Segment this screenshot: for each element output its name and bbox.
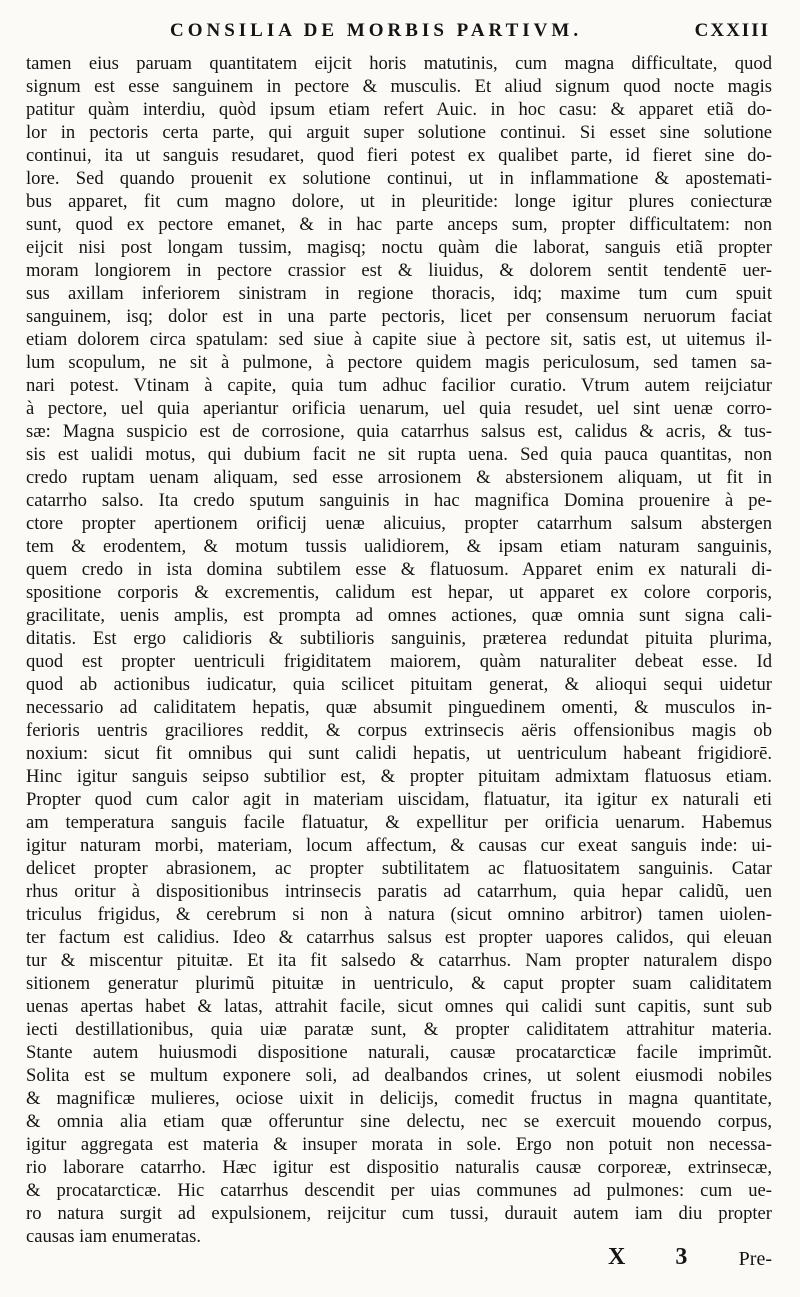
text-line: ferioris uentris graciliores reddit, & corpus extrinsecis aëris offensionibus magis ob [26,720,772,741]
text-line: tem & erodentem, & motum tussis ualidiorem, & ipsam etiam naturam sanguinis, [26,536,772,557]
text-line: lum scopulum, ne sit à pulmone, à pectore quidem magis periculosum, sed tamen sa- [26,352,772,373]
text-line: quod est propter uentriculi frigiditatem maiorem, quàm naturaliter debeat esse. Id [26,651,772,672]
text-line: catarrho salso. Ita credo sputum sanguinis in hac magnifica Domina prouenire à pe- [26,490,772,511]
text-line: sus axillam inferiorem sinistram in regione thoracis, idq; maxime tum cum spuit [26,283,772,304]
text-line: ter factum est calidius. Ideo & catarrhus salsus est propter uapores calidos, qui eleuan [26,927,772,948]
text-line: continui, ita ut sanguis resudaret, quod fieri potest ex qualibet parte, id fieret sine do- [26,145,772,166]
text-line: & procatarcticæ. Hic catarrhus descendit per uias communes ad pulmones: cum ue- [26,1180,772,1201]
text-line: moram longiorem in pectore crassior est & liuidus, & dolorem sentit tendentē uer- [26,260,772,281]
text-line: ditatis. Est ergo calidioris & subtilioris sanguinis, præterea redundat pituita plurima, [26,628,772,649]
text-line: ro natura surgit ad expulsionem, reijcitur cum tussi, durauit autem iam diu propter [26,1203,772,1224]
catchword: Pre- [738,1248,772,1270]
text-line: etiam dolorem circa spatulam: sed siue à capite siue à pectore sit, satis est, ut uitemus il- [26,329,772,350]
text-line: delicet propter abrasionem, ac propter subtilitatem ac flatuositatem sanguinis. Catar [26,858,772,879]
folio-number: CXXIII [694,20,770,41]
text-line: Solita est se multum exponere soli, ad dealbandos crines, ut solent eiusmodi nobiles [26,1065,772,1086]
text-line: sanguinem, isq; dolor est in una parte pectoris, licet per consensum neruorum faciat [26,306,772,327]
text-line: signum est esse sanguinem in pectore & musculis. Et aliud signum quod nocte magis [26,76,772,97]
text-line: eijcit nisi post longam tussim, magisq; noctu quàm die laborat, sanguis etiã propter [26,237,772,258]
text-line: lor in pectoris certa parte, qui arguit super solutione continui. Si esset sine solutione [26,122,772,143]
text-line: à pectore, uel quia aperiantur orificia uenarum, uel quia resudet, uel sint uenæ corro- [26,398,772,419]
text-line: rio laborare catarrho. Hæc igitur est dispositio naturalis causæ corporeæ, extrinsecæ, [26,1157,772,1178]
text-line: tamen eius paruam quantitatem eijcit horis matutinis, cum magna difficultate, quod [26,53,772,74]
text-line: spositione corporis & excrementis, calidum est hepar, ut apparet ex colore corporis, [26,582,772,603]
text-line: quem credo in ista domina subtilem esse & flatuosum. Apparet enim ex naturali di- [26,559,772,580]
page-header [170,20,770,48]
text-line: patitur quàm interdiu, quòd ipsum etiam refert Auic. in hoc casu: & apparet etiã do- [26,99,772,120]
text-line: uenas apertas habet & latas, attrahit facile, sicut omnes qui calidi sunt capitis, sunt sub [26,996,772,1017]
text-line: quod ab actionibus iudicatur, quia scilicet pituitam generat, & alioqui sequi uidetur [26,674,772,695]
page-footer [26,1240,772,1280]
text-line: tur & miscentur pituitæ. Et ita fit salsedo & catarrhus. Nam propter naturalem dispo [26,950,772,971]
text-line: sis est ualidi motus, qui dubium facit ne sit rupta uena. Sed quia pauca quantitas, non [26,444,772,465]
text-line: triculus frigidus, & cerebrum si non à natura (sicut omnino arbitror) tamen uiolen- [26,904,772,925]
text-line: & omnia alia etiam quæ offeruntur sine delectu, nec se exercuit mouendo corpus, [26,1111,772,1132]
text-line: igitur naturam morbi, materiam, locum affectum, & causas cur exeat sanguis inde: ui- [26,835,772,856]
text-line: Stante autem huiusmodi dispositione naturali, causæ procatarcticæ facile imprimũt. [26,1042,772,1063]
text-line: am temperatura sanguis facile flatuatur, & expellitur per orificia uenarum. Habemus [26,812,772,833]
text-line: sunt, quod ex pectore emanet, & in hac parte anceps sum, propter difficultatem: non [26,214,772,235]
body-text [26,52,772,1248]
text-line: rhus oritur à dispositionibus intrinsecis paratis ad catarrhum, quia hepar calidũ, uen [26,881,772,902]
text-line: nari potest. Vtinam à capite, quia tum adhuc facilior curatio. Vtrum autem reijciatur [26,375,772,396]
text-line: ctore propter apertionem orificij uenæ alicuius, propter catarrhum salsum abstergen [26,513,772,534]
text-line: iecti destillationibus, quia uiæ paratæ sunt, & propter caliditatem attrahitur materia. [26,1019,772,1040]
text-line: bus apparet, fit cum magno dolore, ut in pleuritide: longe igitur plures coniecturæ [26,191,772,212]
text-line: lore. Sed quando prouenit ex solutione continui, ut in inflammatione & apostemati- [26,168,772,189]
text-line: Hinc igitur sanguis seipso subtilior est, & propter pituitam admixtam flatuosus etiam. [26,766,772,787]
text-line: noxium: sicut fit omnibus qui sunt calidi hepatis, ut uentriculum habeant frigidiorē. [26,743,772,764]
text-line: igitur aggregata est materia & insuper morata in sole. Ergo non potuit non necessa- [26,1134,772,1155]
running-head: CONSILIA DE MORBIS PARTIVM. [170,20,583,41]
signature-mark: X 3 [608,1244,710,1270]
text-line: Propter quod cum calor agit in materiam uiscidam, flatuatur, ita igitur ex naturali eti [26,789,772,810]
text-line: credo ruptam uenam aliquam, sed esse arrosionem & abstersionem aliquam, ut fit in [26,467,772,488]
text-line: necessario ad caliditatem hepatis, quæ absumit pinguedinem omenti, & musculos in- [26,697,772,718]
text-line: & magnificæ mulieres, ociose uixit in delicijs, comedit fructus in magna quantitate, [26,1088,772,1109]
text-line: causas iam enumeratas. [26,1226,202,1247]
text-line: sæ: Magna suspicio est de corrosione, quia catarrhus salsus est, calidus & acris, & tus- [26,421,772,442]
text-line: sitionem generatur plurimũ pituitæ in uentriculo, & caput propter suam caliditatem [26,973,772,994]
text-line: gracilitate, uenis amplis, est prompta ad omnes actiones, quæ omnia sunt signa cali- [26,605,772,626]
